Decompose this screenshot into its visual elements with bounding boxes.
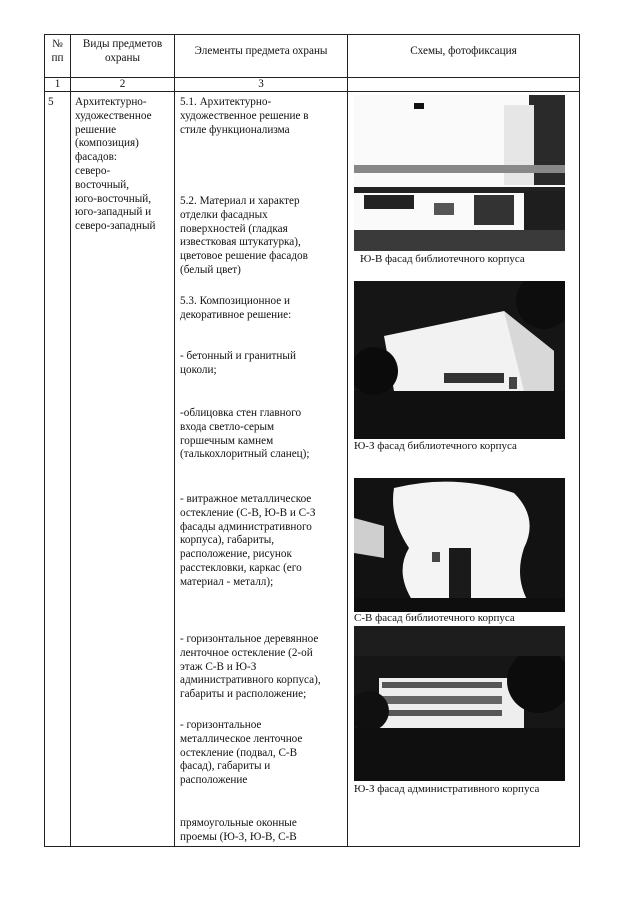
element-5-3: 5.3. Композиционное и декоративное решение: <box>180 295 292 321</box>
table-left-border <box>44 34 45 847</box>
col-number-3: 3 <box>258 78 264 90</box>
facade-photo-3-caption: С-В фасад библиотечного корпуса <box>354 612 515 624</box>
column-divider-1 <box>70 34 71 847</box>
element-metal-ribbon-glazing: - горизонтальное металлическое ленточное остекление (подвал, С-В фасад), габариты и расположение <box>180 719 303 787</box>
element-stained-glass: - витражное металлическое остекление (С-В, Ю-В и С-З фасады административного корпуса), габариты, расположение, рисунок расстекловки, каркас (его материал - металл); <box>180 493 316 588</box>
table-top-border <box>44 34 580 35</box>
facade-photo-4-caption: Ю-З фасад административного корпуса <box>354 783 540 795</box>
header-number: № пп <box>51 38 64 64</box>
table-bottom-border <box>44 846 580 847</box>
facade-photo-4 <box>354 626 565 781</box>
element-window-openings: прямоугольные оконные проемы (Ю-З, Ю-В, С-В <box>180 817 297 843</box>
facade-photo-2 <box>354 281 565 439</box>
column-divider-3 <box>347 34 348 847</box>
table-right-border <box>579 34 580 847</box>
facade-photo-3 <box>354 478 565 612</box>
header-protection-types: Виды предметов охраны <box>82 38 163 64</box>
col-number-1: 1 <box>54 78 61 90</box>
row-protection-type: Архитектурно- художественное решение (композиция) фасадов: северо- восточный, юго-восточный, юго-западный и северо-западный <box>75 96 156 233</box>
element-5-1: 5.1. Архитектурно- художественное решение в стиле функционализма <box>180 96 309 136</box>
facade-photo-2-caption: Ю-З фасад библиотечного корпуса <box>354 440 517 452</box>
element-5-2: 5.2. Материал и характер отделки фасадных поверхностей (гладкая известковая штукатурка), цветовое решение фасадов (белый цвет) <box>180 195 308 276</box>
facade-photo-1-caption: Ю-В фасад библиотечного корпуса <box>360 253 525 265</box>
header-protection-elements: Элементы предмета охраны <box>194 45 328 57</box>
col-number-2: 2 <box>119 78 126 90</box>
element-wooden-ribbon-glazing: - горизонтальное деревянное ленточное остекление (2-ой этаж С-В и Ю-З административного корпуса), габариты и расположение; <box>180 633 321 701</box>
row-number: 5 <box>48 96 54 108</box>
facade-photo-1 <box>354 95 565 251</box>
element-entrance-cladding: -облицовка стен главного входа светло-серым горшечным камнем (талькохлоритный сланец); <box>180 407 310 461</box>
element-plinths: - бетонный и гранитный цоколи; <box>180 350 296 376</box>
header-schemes-photos: Схемы, фотофиксация <box>410 45 517 57</box>
